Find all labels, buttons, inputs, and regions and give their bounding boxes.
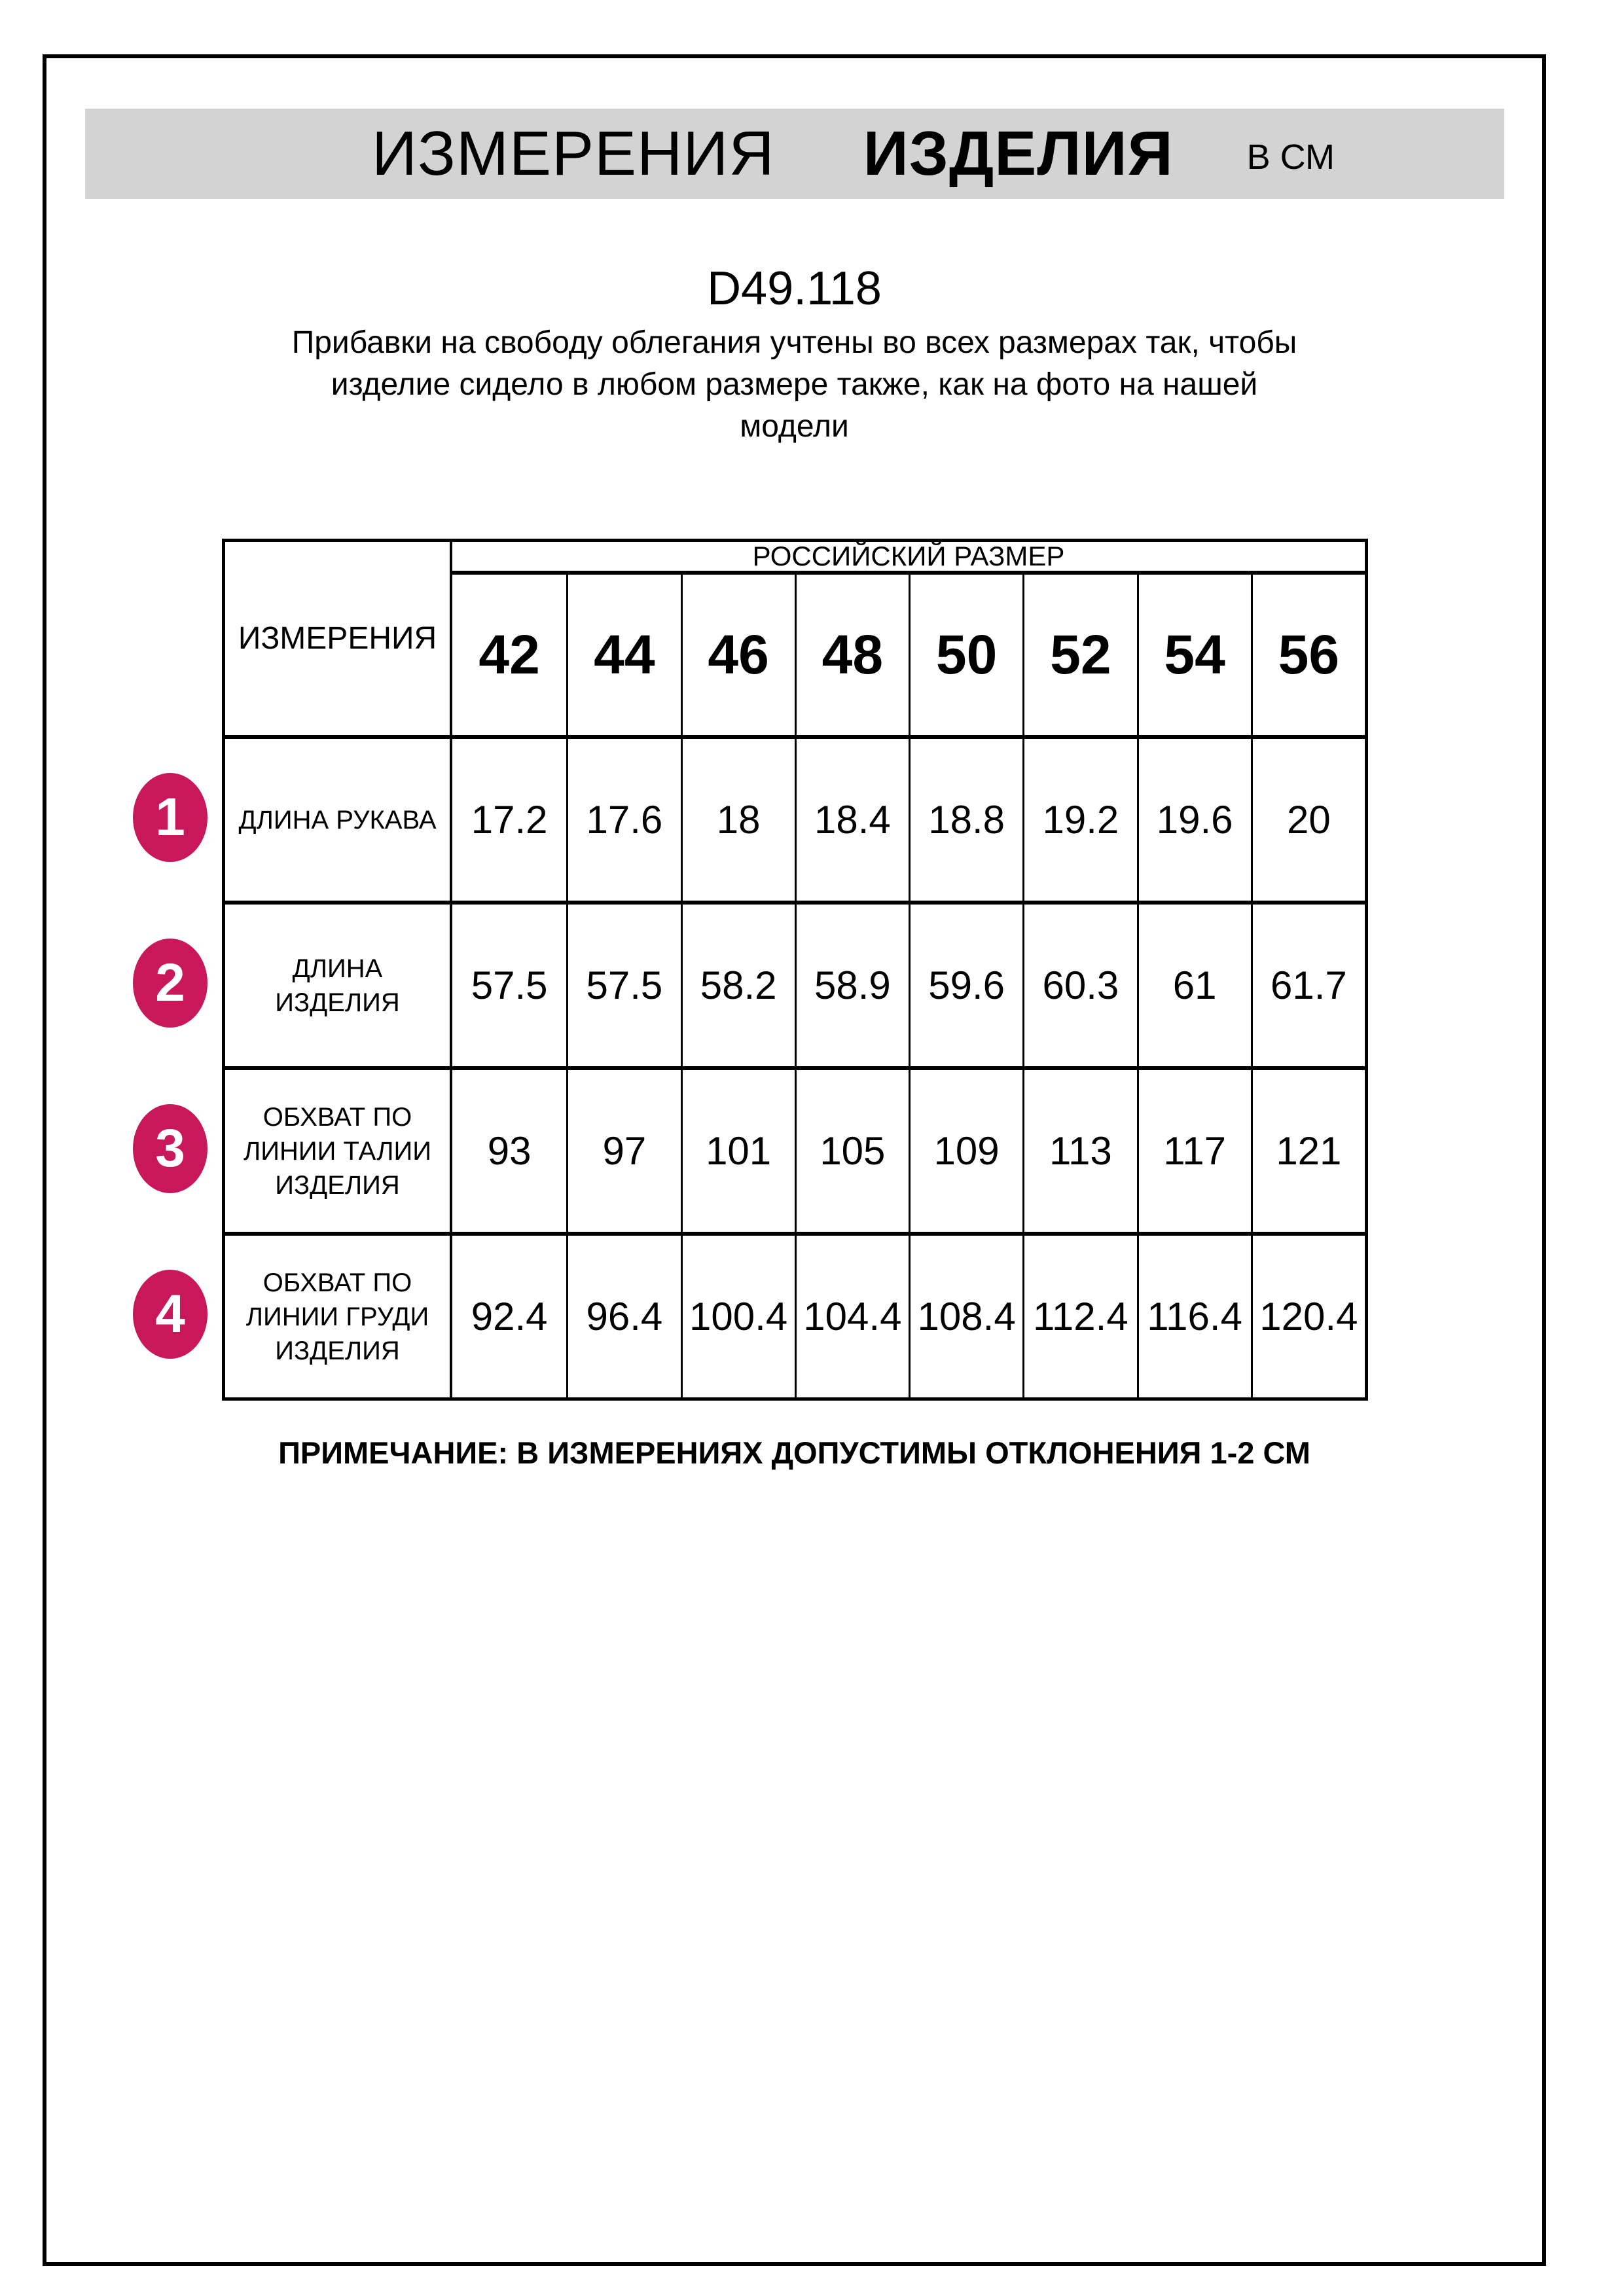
value-cell: 100.4 [681, 1232, 795, 1397]
row-number-badge [133, 773, 208, 862]
value-cell: 58.9 [795, 901, 909, 1066]
value-cell: 108.4 [909, 1232, 1022, 1397]
row-number: 1 [155, 787, 185, 847]
size-column-header: 50 [909, 575, 1022, 735]
size-column-header: 42 [478, 624, 540, 685]
size-column-header: 54 [1137, 575, 1251, 735]
value-cell: 19.2 [1022, 735, 1136, 901]
row-number-badge [133, 1270, 208, 1359]
row-number: 3 [155, 1119, 185, 1178]
row-label: ДЛИНА ИЗДЕЛИЯ [225, 901, 452, 1066]
value-cell: 109 [909, 1066, 1022, 1232]
value-cell: 93 [452, 1066, 566, 1232]
note-text: ПРИМЕЧАНИЕ: В ИЗМЕРЕНИЯХ ДОПУСТИМЫ ОТКЛОНЕНИЯ 1-2 СМ [278, 1435, 1310, 1470]
value-cell: 17.6 [566, 735, 680, 901]
row-label: ОБХВАТ ПО ЛИНИИ ГРУДИ ИЗДЕЛИЯ [225, 1232, 452, 1397]
value-cell: 116.4 [1137, 1232, 1251, 1397]
value-cell: 58.2 [681, 901, 795, 1066]
size-column-header: 44 [566, 575, 680, 735]
description-line-1: Прибавки на свободу облегания учтены во всех размерах так, чтобы [291, 325, 1297, 360]
page-title-product: ИЗДЕЛИЯ [863, 118, 1174, 188]
page-title-units: В СМ [1246, 137, 1335, 177]
value-cell: 61 [1137, 901, 1251, 1066]
value-cell: 59.6 [909, 901, 1022, 1066]
table-corner-header: ИЗМЕРЕНИЯ [225, 542, 452, 735]
row-number-badge [133, 939, 208, 1028]
description-line-3: модели [740, 409, 849, 444]
value-cell: 96.4 [566, 1232, 680, 1397]
page-title-measurements: ИЗМЕРЕНИЯ [372, 118, 775, 188]
russian-size-group-header: РОССИЙСКИЙ РАЗМЕР [452, 542, 1365, 575]
value-cell: 18 [681, 735, 795, 901]
value-cell: 57.5 [452, 901, 566, 1066]
value-cell: 18.4 [795, 735, 909, 901]
value-cell: 104.4 [795, 1232, 909, 1397]
value-cell: 19.6 [1137, 735, 1251, 901]
size-table [222, 539, 1368, 1401]
row-label: ОБХВАТ ПО ЛИНИИ ТАЛИИ ИЗДЕЛИЯ [225, 1066, 452, 1232]
row-label: ДЛИНА РУКАВА [225, 735, 452, 901]
value-cell: 112.4 [1022, 1232, 1136, 1397]
value-cell: 92.4 [452, 1232, 566, 1397]
value-cell: 105 [795, 1066, 909, 1232]
size-column-header: 52 [1022, 575, 1136, 735]
value-cell: 17.2 [452, 735, 566, 901]
value-cell: 120.4 [1251, 1232, 1365, 1397]
description-line-2: изделие сидело в любом размере также, как на фото на нашей [331, 367, 1258, 402]
fit-description [43, 322, 1546, 448]
model-code: D49.118 [707, 262, 882, 315]
size-column-header: 56 [1251, 575, 1365, 735]
row-number: 2 [155, 953, 185, 1013]
row-number: 4 [155, 1284, 185, 1344]
value-cell: 101 [681, 1066, 795, 1232]
title-banner [85, 109, 1504, 199]
size-column-header: 48 [795, 575, 909, 735]
value-cell: 60.3 [1022, 901, 1136, 1066]
value-cell: 121 [1251, 1066, 1365, 1232]
value-cell: 18.8 [909, 735, 1022, 901]
value-cell: 117 [1137, 1066, 1251, 1232]
value-cell: 20 [1251, 735, 1365, 901]
size-column-header: 46 [681, 575, 795, 735]
value-cell: 113 [1022, 1066, 1136, 1232]
row-number-badge [133, 1104, 208, 1193]
value-cell: 97 [566, 1066, 680, 1232]
value-cell: 57.5 [566, 901, 680, 1066]
value-cell: 61.7 [1251, 901, 1365, 1066]
